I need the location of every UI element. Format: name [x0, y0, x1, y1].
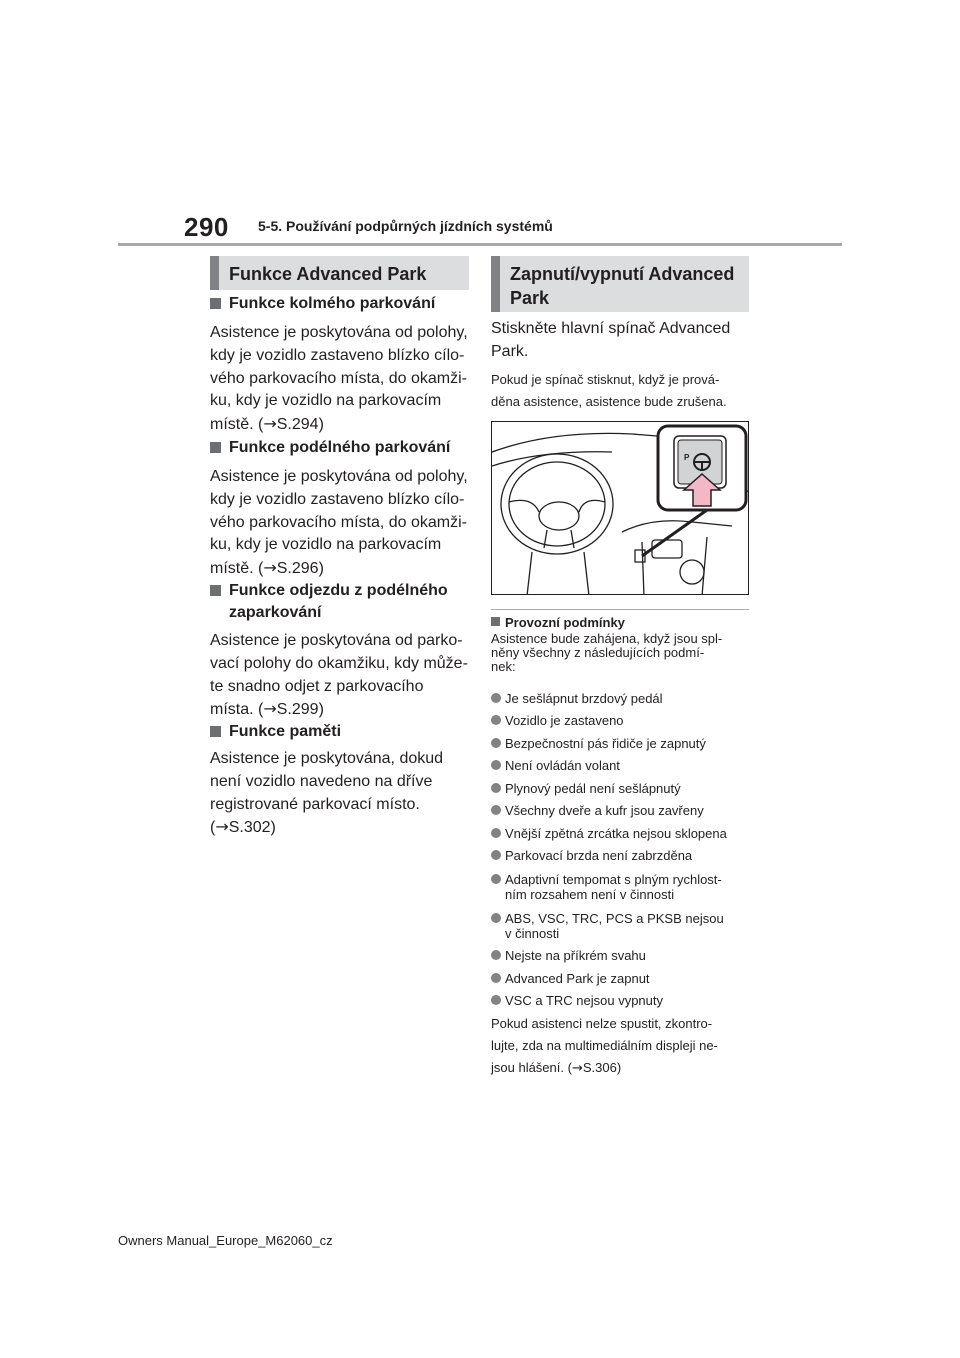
section-title-advanced-park — [210, 256, 469, 290]
bullet-dot-icon — [491, 973, 501, 983]
page-reference-link[interactable]: S.302) — [228, 819, 276, 837]
bullet-dot-icon — [491, 828, 501, 838]
square-bullet-icon — [210, 726, 221, 737]
page-reference-link[interactable]: S.299) — [276, 701, 324, 719]
text-line: (→S.302) — [210, 817, 276, 837]
arrow-right-icon: → — [215, 817, 229, 837]
bullet-dot-icon — [491, 850, 501, 860]
text-line: nek: — [491, 659, 516, 674]
subheading-text: Funkce paměti — [229, 723, 342, 740]
subheading-text: Funkce kolmého parkování — [229, 295, 436, 312]
condition-item: Advanced Park je zapnut — [491, 971, 753, 986]
section-title-text: Park — [510, 288, 550, 308]
condition-item: ABS, VSC, TRC, PCS a PKSB nejsou v činnosti — [491, 911, 753, 941]
text-line: není vozidlo navedeno na dříve — [210, 772, 433, 790]
paragraph-parallel-exit — [210, 630, 468, 722]
paragraph-memory — [210, 748, 443, 840]
text-line: děna asistence, asistence bude zrušena. — [491, 394, 727, 409]
text-line: registrované parkovací místo. — [210, 795, 420, 813]
condition-item: Bezpečnostní pás řidiče je zapnutý — [491, 736, 753, 751]
subheading-text: Funkce odjezdu z podélného — [229, 582, 448, 599]
intro-paragraph — [491, 318, 730, 364]
paragraph-parallel — [210, 466, 468, 581]
dashboard-illustration — [491, 421, 749, 595]
section-title-text: Zapnutí/vypnutí Advanced — [510, 264, 735, 284]
section-title-text: Funkce Advanced Park — [229, 264, 427, 284]
subheading-text: Funkce podélného parkování — [229, 439, 451, 456]
arrow-right-icon: → — [571, 1061, 583, 1076]
text-line: ku, kdy je vozidlo na parkovacím — [210, 392, 442, 410]
arrow-right-icon: → — [263, 699, 277, 719]
section-header: 5-5. Používání podpůrných jízdních systémů — [258, 218, 553, 234]
bullet-dot-icon — [491, 715, 501, 725]
text-line: Pokud asistenci nelze spustit, zkontro- — [491, 1016, 713, 1031]
square-bullet-icon — [210, 585, 221, 596]
footer-text: Owners Manual_Europe_M62060_cz — [118, 1233, 333, 1248]
text-line: Park. — [491, 342, 529, 360]
paragraph-perpendicular — [210, 322, 468, 437]
condition-item: Všechny dveře a kufr jsou zavřeny — [491, 803, 753, 818]
bullet-dot-icon — [491, 950, 501, 960]
figure-icon-label: P — [684, 453, 690, 462]
text-line: Asistence je poskytována od parko- — [210, 632, 463, 649]
page-reference-link[interactable]: S.296) — [276, 560, 324, 578]
arrow-right-icon: → — [263, 558, 277, 578]
bullet-dot-icon — [491, 995, 501, 1005]
condition-item: VSC a TRC nejsou vypnuty — [491, 993, 753, 1008]
text-line: jsou hlášení. (→S.306) — [491, 1060, 622, 1076]
bullet-dot-icon — [491, 783, 501, 793]
page-reference-link[interactable]: S.294) — [276, 416, 324, 434]
text-line: vého parkovacího místa, do okamži- — [210, 369, 468, 387]
figure-divider — [491, 609, 749, 610]
square-bullet-icon — [210, 442, 221, 453]
text-line: Asistence je poskytována od polohy, — [210, 324, 468, 341]
header-divider — [118, 243, 842, 246]
subheading-perpendicular — [210, 293, 435, 315]
subheading-parallel — [210, 437, 450, 459]
text-line: te snadno odjet z parkovacího — [210, 677, 424, 695]
condition-item: Není ovládán volant — [491, 758, 753, 773]
text-line: místě. (→S.294) — [210, 414, 324, 434]
bullet-dot-icon — [491, 693, 501, 703]
note-paragraph — [491, 369, 727, 413]
text-line: místě. (→S.296) — [210, 558, 324, 578]
subheading-text: Provozní podmínky — [505, 615, 625, 630]
condition-item: Parkovací brzda není zabrzděna — [491, 848, 753, 863]
conditions-outro — [491, 1013, 718, 1080]
condition-item: Je sešlápnut brzdový pedál — [491, 691, 753, 706]
text-line: Asistence je poskytována, dokud — [210, 750, 444, 767]
bullet-dot-icon — [491, 913, 501, 923]
condition-item: Nejste na příkrém svahu — [491, 948, 753, 963]
section-title-on-off — [491, 256, 749, 312]
text-line: Pokud je spínač stisknut, když je prová- — [491, 372, 720, 387]
condition-item: Plynový pedál není sešlápnutý — [491, 781, 753, 796]
text-line: Asistence bude zahájena, když jsou spl- — [491, 631, 723, 646]
text-line: ku, kdy je vozidlo na parkovacím — [210, 536, 442, 554]
text-line: lujte, zda na multimediálním displeji ne- — [491, 1038, 718, 1053]
subheading-parallel-exit — [210, 580, 448, 624]
text-line: něny všechny z následujících podmí- — [491, 645, 705, 660]
condition-item: Vnější zpětná zrcátka nejsou sklopena — [491, 826, 753, 841]
condition-item: Adaptivní tempomat s plným rychlost- ním rozsahem není v činnosti — [491, 872, 753, 902]
arrow-right-icon: → — [263, 414, 277, 434]
subheading-memory — [210, 721, 341, 743]
condition-item: Vozidlo je zastaveno — [491, 713, 753, 728]
text-line: vací polohy do okamžiku, kdy může- — [210, 654, 468, 672]
square-bullet-icon — [491, 617, 500, 626]
page-reference-link[interactable]: S.306) — [582, 1060, 622, 1075]
text-line: místa. (→S.299) — [210, 699, 324, 719]
bullet-dot-icon — [491, 760, 501, 770]
subheading-conditions — [491, 614, 625, 631]
square-bullet-icon — [210, 298, 221, 309]
page-number: 290 — [184, 212, 229, 242]
bullet-dot-icon — [491, 874, 501, 884]
conditions-intro — [491, 632, 722, 674]
text-line: Stiskněte hlavní spínač Advanced — [491, 320, 731, 337]
text-line: kdy je vozidlo zastaveno blízko cílo- — [210, 346, 465, 364]
bullet-dot-icon — [491, 805, 501, 815]
dashboard-drawing — [492, 422, 749, 595]
bullet-dot-icon — [491, 738, 501, 748]
subheading-text: zaparkování — [229, 604, 322, 621]
text-line: vého parkovacího místa, do okamži- — [210, 513, 468, 531]
text-line: kdy je vozidlo zastaveno blízko cílo- — [210, 490, 465, 508]
text-line: Asistence je poskytována od polohy, — [210, 468, 468, 485]
